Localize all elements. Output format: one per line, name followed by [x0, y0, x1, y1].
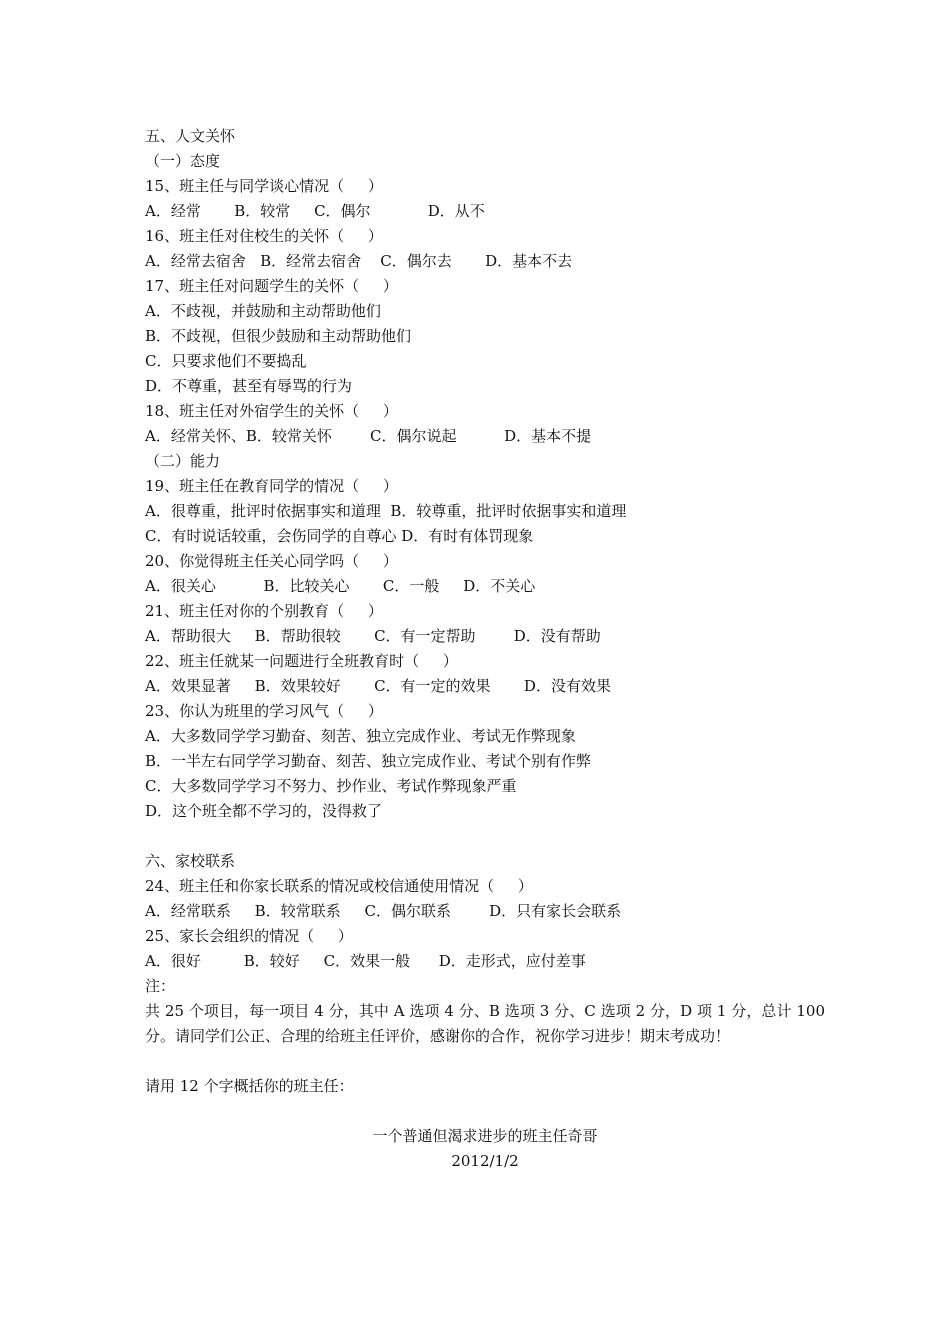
question-24: 24、班主任和你家长联系的情况或校信通使用情况（ ）: [145, 877, 533, 895]
question-25: 25、家长会组织的情况（ ）: [145, 927, 353, 945]
section-5-title: 五、人文关怀: [145, 127, 236, 145]
question-20-options: A．很关心 B．比较关心 C．一般 D．不关心: [145, 577, 536, 595]
question-23: 23、你认为班里的学习风气（ ）: [145, 702, 383, 720]
question-15-options: A．经常 B．较常 C．偶尔 D．从不: [145, 202, 485, 220]
spacer: [145, 1049, 825, 1074]
question-17-option-b: B．不歧视，但很少鼓励和主动帮助他们: [145, 327, 412, 345]
question-24-options: A．经常联系 B．较常联系 C．偶尔联系 D．只有家长会联系: [145, 902, 622, 920]
date: 2012/1/2: [451, 1152, 519, 1170]
question-19-options-ab: A．很尊重，批评时依据事实和道理 B．较尊重，批评时依据事实和道理: [145, 502, 627, 520]
question-25-options: A．很好 B．较好 C．效果一般 D．走形式，应付差事: [145, 952, 586, 970]
document-body: [145, 124, 825, 1174]
subsection-ability: （二）能力: [145, 452, 221, 470]
question-23-option-b: B．一半左右同学学习勤奋、刻苦、独立完成作业、考试个别有作弊: [145, 752, 592, 770]
spacer: [145, 1099, 825, 1124]
question-20: 20、你觉得班主任关心同学吗（ ）: [145, 552, 398, 570]
note-text: 共 25 个项目，每一项目 4 分，其中 A 选项 4 分、B 选项 3 分、C 选项 2 分，D 项 1 分，总计 100 分。请同学们公正、合理的给班主任评价，感谢你的合作，祝你学习进步！期末考成功！: [145, 1002, 825, 1045]
question-17-option-c: C．只要求他们不要捣乱: [145, 352, 307, 370]
note-label: 注：: [145, 977, 176, 995]
question-17-option-a: A．不歧视，并鼓励和主动帮助他们: [145, 302, 381, 320]
question-23-option-d: D．这个班全都不学习的，没得救了: [145, 802, 383, 820]
section-6-title: 六、家校联系: [145, 852, 236, 870]
question-16: 16、班主任对住校生的关怀（ ）: [145, 227, 383, 245]
question-23-option-c: C．大多数同学学习不努力、抄作业、考试作弊现象严重: [145, 777, 517, 795]
summary-prompt: 请用 12 个字概括你的班主任：: [145, 1077, 354, 1095]
question-21: 21、班主任对你的个别教育（ ）: [145, 602, 383, 620]
question-21-options: A．帮助很大 B．帮助很较 C．有一定帮助 D．没有帮助: [145, 627, 601, 645]
question-22: 22、班主任就某一问题进行全班教育时（ ）: [145, 652, 458, 670]
spacer: [145, 824, 825, 849]
question-19-options-cd: C．有时说话较重，会伤同学的自尊心 D．有时有体罚现象: [145, 527, 534, 545]
question-23-option-a: A．大多数同学学习勤奋、刻苦、独立完成作业、考试无作弊现象: [145, 727, 576, 745]
question-17-option-d: D．不尊重，甚至有辱骂的行为: [145, 377, 353, 395]
question-16-options: A．经常去宿舍 B．经常去宿舍 C．偶尔去 D．基本不去: [145, 252, 573, 270]
question-18-options: A．经常关怀、B．较常关怀 C．偶尔说起 D．基本不提: [145, 427, 592, 445]
signature: 一个普通但渴求进步的班主任奇哥: [372, 1127, 598, 1145]
question-15: 15、班主任与同学谈心情况（ ）: [145, 177, 383, 195]
question-22-options: A．效果显著 B．效果较好 C．有一定的效果 D．没有效果: [145, 677, 611, 695]
subsection-attitude: （一）态度: [145, 152, 221, 170]
question-17: 17、班主任对问题学生的关怀（ ）: [145, 277, 398, 295]
question-19: 19、班主任在教育同学的情况（ ）: [145, 477, 398, 495]
question-18: 18、班主任对外宿学生的关怀（ ）: [145, 402, 398, 420]
